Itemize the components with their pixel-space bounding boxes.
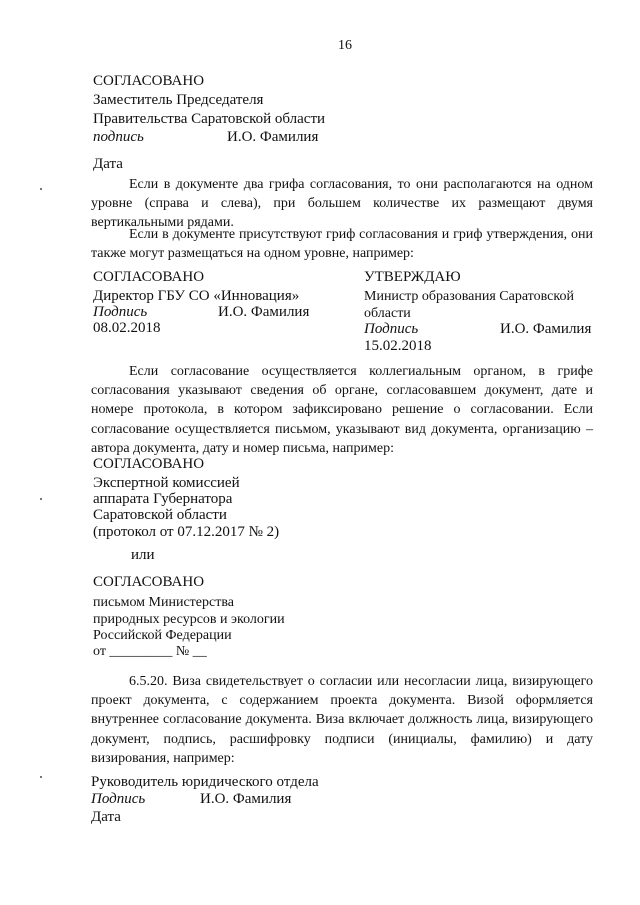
- letter-heading: СОГЛАСОВАНО: [93, 574, 205, 590]
- visa-name: И.О. Фамилия: [200, 791, 292, 807]
- commission-heading: СОГЛАСОВАНО: [93, 456, 205, 472]
- paragraph-collegial-body: Если согласование осуществляется коллегиальным органом, в грифе согласования указывают сведения об органе, согласовавшем документ, дате и номере протокола, в котором зафиксировано решение о согласовании. Если согласование осуществляется письмом, указывают вид документа, организацию – автора документа, дату и номер письма, например:: [91, 364, 593, 456]
- right-approval-date: 15.02.2018: [364, 338, 432, 354]
- visa-date: Дата: [91, 809, 121, 825]
- right-approval-position-line2: области: [364, 306, 411, 321]
- visa-position: Руководитель юридического отдела: [91, 774, 319, 790]
- visa-signature: Подпись: [91, 791, 146, 807]
- approval-position-line2: Правительства Саратовской области: [93, 111, 326, 127]
- approval-heading: СОГЛАСОВАНО: [93, 73, 205, 89]
- scan-speck: [40, 498, 42, 500]
- scan-speck: [40, 188, 42, 190]
- approval-position-line1: Заместитель Председателя: [93, 92, 264, 108]
- left-approval-signature: Подпись: [93, 304, 148, 320]
- left-approval-position: Директор ГБУ СО «Инновация»: [93, 288, 300, 304]
- page-number: 16: [338, 38, 352, 53]
- paragraph-visa: 6.5.20. Виза свидетельствует о согласии или несогласии лица, визирующего проект документа, с содержанием проекта документа. Визой оформляется внутреннее согласование документа. Виза включает должность лица, визирующего документ, подпись, расшифровку подписи (инициалы, фамилию) и дату визирования, например:: [91, 674, 593, 766]
- right-approval-position-line1: Министр образования Саратовской: [364, 289, 574, 304]
- left-approval-date: 08.02.2018: [93, 320, 161, 336]
- letter-line4: от _________ № __: [93, 644, 207, 659]
- letter-line1: письмом Министерства: [93, 595, 234, 610]
- commission-line4: (протокол от 07.12.2017 № 2): [93, 524, 280, 540]
- approval-signature: подпись: [93, 129, 144, 145]
- commission-line1: Экспертной комиссией: [93, 475, 240, 491]
- paragraph-two-stamps: Если в документе два грифа согласования, то они располагаются на одном уровне (справа и слева), при большем количестве их размещают двумя вертикальными рядами.: [91, 177, 593, 231]
- left-approval-heading: СОГЛАСОВАНО: [93, 269, 205, 285]
- letter-line3: Российской Федерации: [93, 628, 232, 643]
- or-text: или: [131, 547, 155, 563]
- paragraph-stamps-same-level: Если в документе присутствуют гриф согласования и гриф утверждения, они также могут размещаться на одном уровне, например:: [91, 227, 593, 262]
- approval-date: Дата: [93, 156, 123, 172]
- right-approval-heading: УТВЕРЖДАЮ: [364, 269, 461, 285]
- left-approval-name: И.О. Фамилия: [218, 304, 310, 320]
- approval-name: И.О. Фамилия: [227, 129, 319, 145]
- scan-speck: [40, 776, 42, 778]
- commission-line2: аппарата Губернатора: [93, 491, 233, 507]
- commission-line3: Саратовской области: [93, 507, 227, 523]
- letter-line2: природных ресурсов и экологии: [93, 612, 285, 627]
- right-approval-name: И.О. Фамилия: [500, 321, 592, 337]
- right-approval-signature: Подпись: [364, 321, 419, 337]
